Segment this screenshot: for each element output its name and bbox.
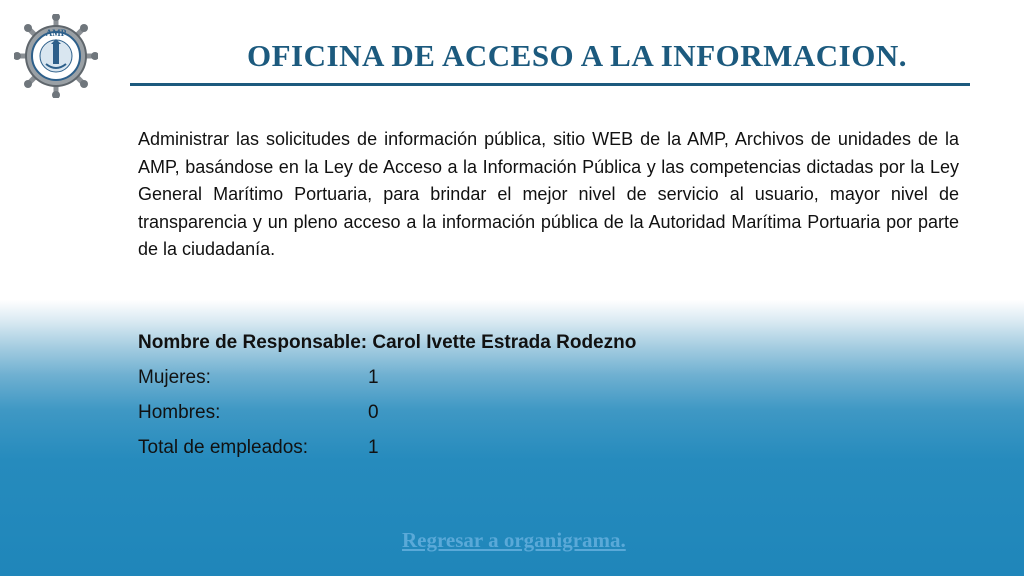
row-hombres [138,400,838,435]
title-divider [130,83,970,86]
mujeres-label: Mujeres: [138,367,211,388]
hombres-label: Hombres: [138,402,221,423]
responsable-name: Nombre de Responsable: Carol Ivette Estrada Rodezno [138,332,637,353]
ship-wheel-icon [14,14,98,98]
total-label: Total de empleados: [138,437,309,458]
amp-logo [14,14,98,98]
mujeres-value: 1 [368,367,379,388]
total-value: 1 [368,437,379,458]
staff-info [138,330,838,470]
row-total [138,435,838,470]
description-paragraph: Administrar las solicitudes de información pública, sitio WEB de la AMP, Archivos de unidades de la AMP, basándose en la Ley de Acceso a la Información Pública y las competencias dictadas por la Ley General Marítimo Portuaria, para brindar el mejor nivel de servicio al usuario, mayor nivel de transparencia y un pleno acceso a la información pública de la Autoridad Marítima Portuaria por parte de la ciudadanía. [138,129,959,259]
row-mujeres [138,365,838,400]
hombres-value: 0 [368,402,379,423]
page-title: OFICINA DE ACCESO A LA INFORMACION. [247,38,907,73]
svg-text:AMP: AMP [45,28,67,38]
back-to-organigram-link[interactable]: Regresar a organigrama. [402,528,626,552]
